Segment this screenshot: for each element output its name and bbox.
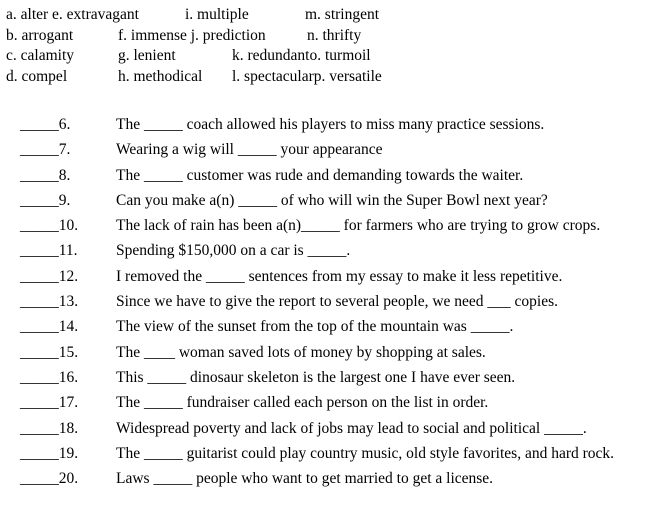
question-text: The ____ woman saved lots of money by shopping at sales. — [116, 343, 486, 361]
word-bank-col-1: b. arrogant — [6, 26, 74, 44]
question-text: Widespread poverty and lack of jobs may lead to social and political _____. — [116, 419, 587, 437]
word-bank-col-1: c. calamity — [6, 47, 74, 64]
word-bank-col-3: m. stringent — [305, 6, 380, 23]
word-bank-col-2: f. immense j. prediction — [118, 26, 266, 44]
word-bank-col-3: k. redundanto. turmoil — [232, 47, 371, 64]
question-text: Wearing a wig will _____ your appearance — [116, 141, 383, 159]
answer-blank-number: _____15. — [20, 343, 79, 361]
word-bank-col-2: g. lenient — [118, 47, 176, 64]
question-text: Since we have to give the report to several people, we need ___ copies. — [116, 293, 559, 311]
question-text: This _____ dinosaur skeleton is the largest one I have ever seen. — [116, 368, 516, 386]
answer-blank-number: _____9. — [20, 191, 71, 209]
question-text: The _____ guitarist could play country music, old style favorites, and hard rock. — [116, 444, 615, 462]
question-text: The _____ customer was rude and demanding towards the waiter. — [116, 166, 524, 184]
question-text: The lack of rain has been a(n)_____ for farmers who are trying to grow crops. — [116, 217, 601, 235]
answer-blank-number: _____10. — [20, 217, 79, 235]
question-text: I removed the _____ sentences from my essay to make it less repetitive. — [116, 267, 563, 285]
word-bank-col-1: a. alter e. extravagant — [6, 6, 139, 23]
answer-blank-number: _____19. — [20, 444, 79, 462]
word-bank-col-3: n. thrifty — [307, 26, 362, 44]
answer-blank-number: _____20. — [20, 470, 79, 488]
answer-blank-number: _____16. — [20, 368, 79, 386]
word-bank-col-2: h. methodical — [118, 67, 203, 85]
question-text: The _____ fundraiser called each person on the list in order. — [116, 394, 489, 412]
answer-blank-number: _____12. — [20, 267, 79, 285]
word-bank-col-2: i. multiple — [185, 6, 249, 23]
answer-blank-number: _____14. — [20, 318, 79, 336]
word-bank-col-3: l. spectacularp. versatile — [232, 67, 382, 85]
answer-blank-number: _____11. — [20, 242, 78, 260]
question-text: The _____ coach allowed his players to miss many practice sessions. — [116, 116, 545, 133]
answer-blank-number: _____6. — [20, 116, 71, 133]
answer-blank-number: _____8. — [20, 166, 71, 184]
answer-blank-number: _____13. — [20, 293, 79, 311]
question-text: Laws _____ people who want to get married to get a license. — [116, 470, 494, 488]
answer-blank-number: _____7. — [20, 141, 71, 159]
answer-blank-number: _____17. — [20, 394, 79, 412]
question-text: Can you make a(n) _____ of who will win the Super Bowl next year? — [116, 191, 548, 209]
answer-blank-number: _____18. — [20, 419, 79, 437]
question-text: The view of the sunset from the top of the mountain was _____. — [116, 318, 514, 336]
question-text: Spending $150,000 on a car is _____. — [116, 242, 351, 260]
word-bank-col-1: d. compel — [6, 67, 68, 85]
